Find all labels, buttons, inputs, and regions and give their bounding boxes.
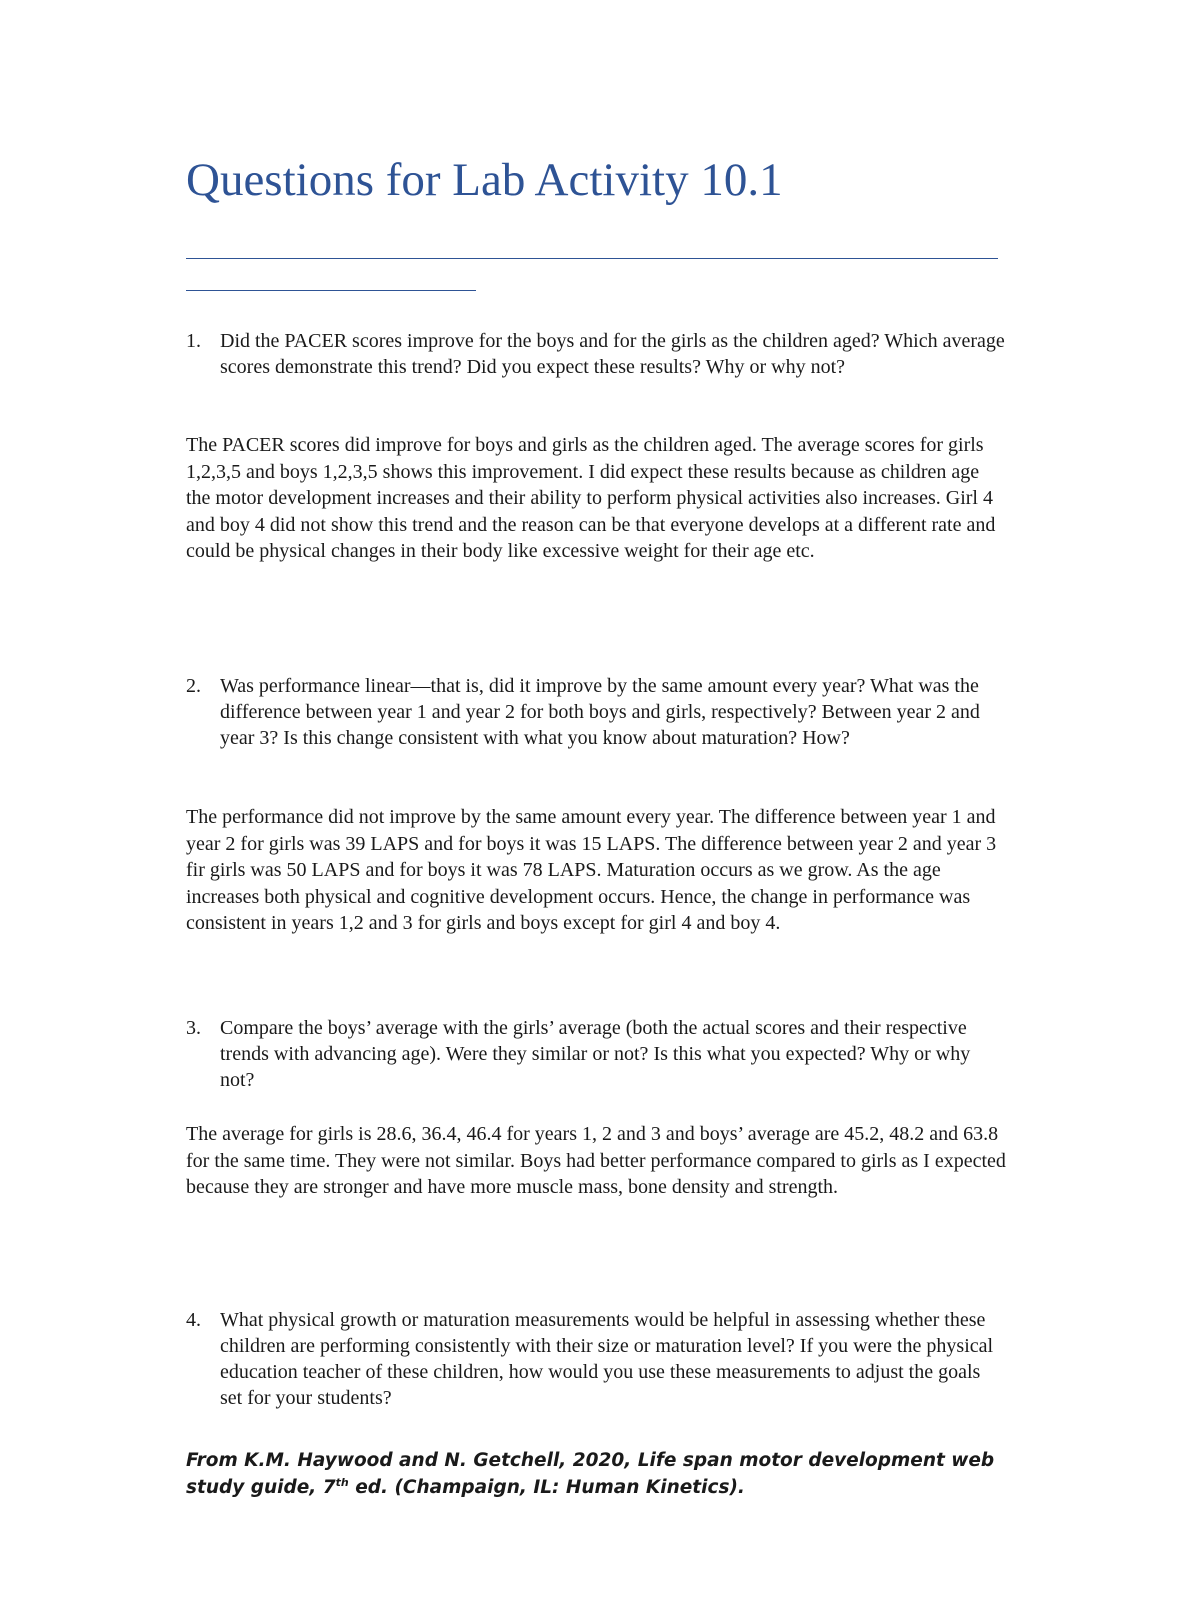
question-2 xyxy=(186,673,1006,751)
question-4 xyxy=(186,1307,1006,1411)
question-3 xyxy=(186,1015,1006,1093)
question-number: 3. xyxy=(186,1017,201,1039)
question-number: 1. xyxy=(186,330,201,352)
question-number: 4. xyxy=(186,1309,201,1331)
source-citation xyxy=(186,1447,1006,1501)
answer-3: The average for girls is 28.6, 36.4, 46.4 for years 1, 2 and 3 and boys’ average are 45.2, 48.2 and 63.8 for the same time. They were not similar. Boys had better performance compared to girls as I expected because they are stronger and have more muscle mass, bone density and strength. xyxy=(186,1123,1006,1198)
citation-text-end: ed. (Champaign, IL: Human Kinetics). xyxy=(348,1477,745,1498)
answer-1: The PACER scores did improve for boys and girls as the children aged. The average scores for girls 1,2,3,5 and boys 1,2,3,5 shows this improvement. I did expect these results because as children age the motor development increases and their ability to perform physical activities also increases. Girl 4 and boy 4 did not show this trend and the reason can be that everyone develops at a different rate and could be physical changes in their body like excessive weight for their age etc. xyxy=(186,434,996,562)
question-number: 2. xyxy=(186,675,201,697)
citation-text: From K.M. Haywood and N. Getchell, 2020, Life span motor development web study guide, 7 xyxy=(186,1450,995,1498)
question-text: Compare the boys’ average with the girls’ average (both the actual scores and their respective trends with advancing age). Were they similar or not? Is this what you expected? Why or why not? xyxy=(220,1017,971,1091)
title-underline xyxy=(186,258,998,259)
question-text: What physical growth or maturation measurements would be helpful in assessing whether these children are performing consistently with their size or maturation level? If you were the physical education teacher of these children, how would you use these measurements to adjust the goals set for your students? xyxy=(220,1309,994,1409)
page-title: Questions for Lab Activity 10.1 xyxy=(186,154,783,206)
citation-superscript: th xyxy=(335,1475,349,1489)
answer-2: The performance did not improve by the same amount every year. The difference between year 1 and year 2 for girls was 39 LAPS and for boys it was 15 LAPS. The difference between year 2 and year 3 fir girls was 50 LAPS and for boys it was 78 LAPS. Maturation occurs as we grow. As the age increases both physical and cognitive development occurs. Hence, the change in performance was consistent in years 1,2 and 3 for girls and boys except for girl 4 and boy 4. xyxy=(186,806,997,934)
question-text: Was performance linear—that is, did it improve by the same amount every year? What was the difference between year 1 and year 2 for both boys and girls, respectively? Between year 2 and year 3? Is this change consistent with what you know about maturation? How? xyxy=(220,675,980,749)
question-text: Did the PACER scores improve for the boys and for the girls as the children aged? Which average scores demonstrate this trend? Did you expect these results? Why or why not? xyxy=(220,330,1005,378)
title-underline-continuation xyxy=(186,290,476,291)
question-1 xyxy=(186,328,1006,380)
